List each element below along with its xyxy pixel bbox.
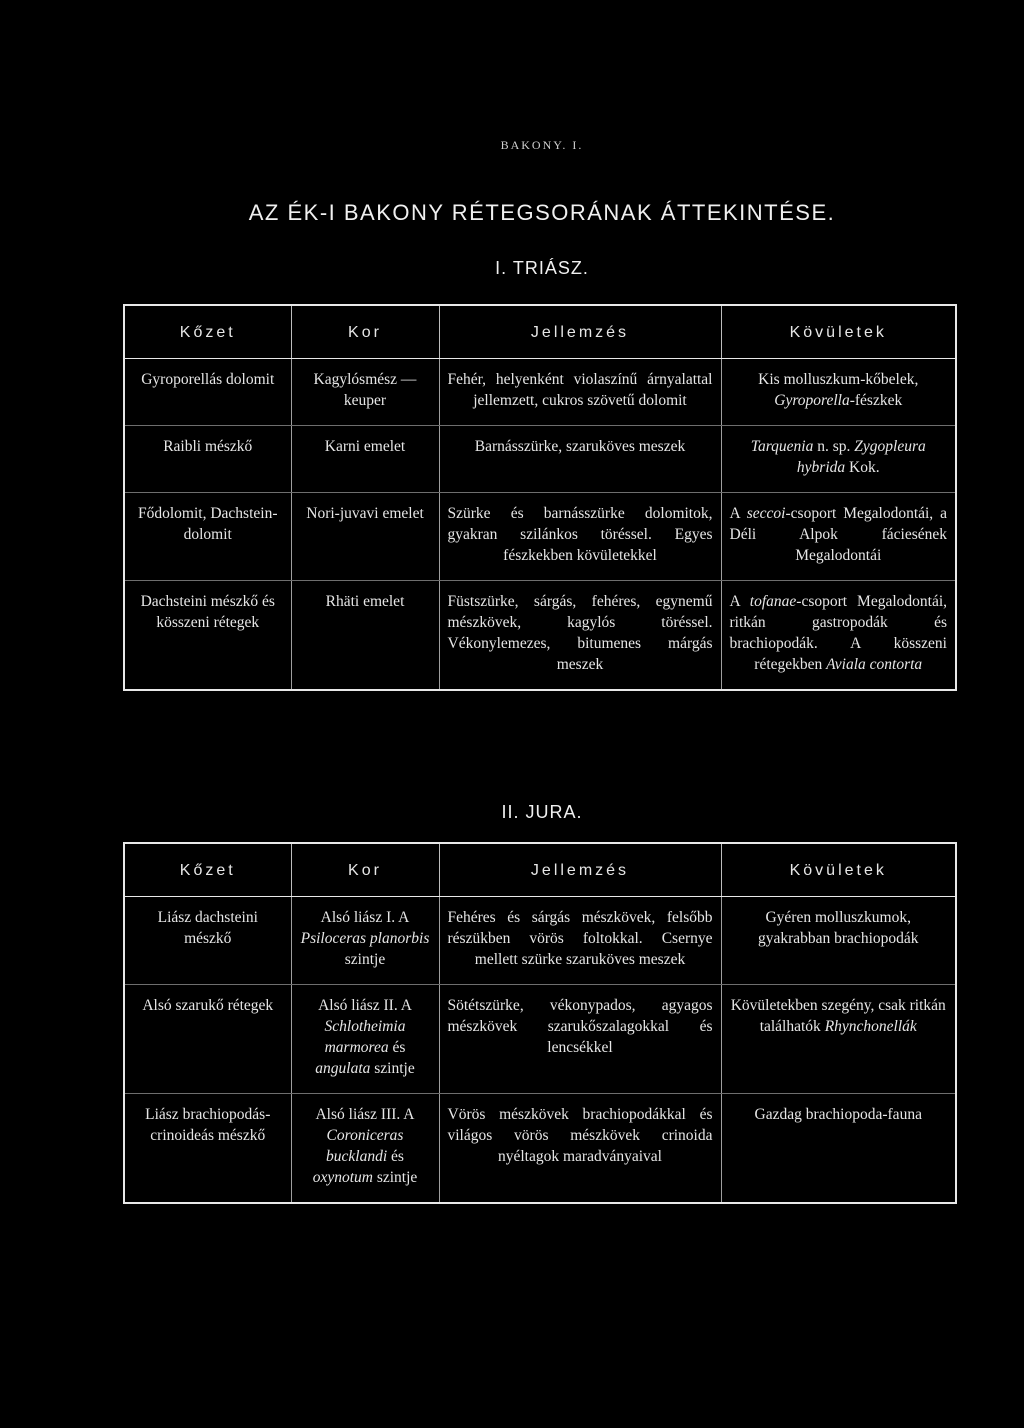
fossils-taxon: Zygopleura hybrida (796, 438, 926, 476)
fossils-cell (721, 359, 956, 426)
fossils-text: Gazdag brachiopoda-fauna (754, 1106, 922, 1123)
age-taxon: oxynotum (312, 1169, 373, 1186)
age-taxon: Psiloceras planorbis (300, 930, 430, 947)
column-header-kozet: Kőzet (124, 843, 291, 897)
running-head: BAKONY. I. (500, 138, 584, 152)
column-header-jellemzes: Jellemzés (439, 843, 721, 897)
table-header-row (124, 305, 956, 359)
age-text: Alsó liász II. A (318, 997, 412, 1014)
age-text: és (387, 1148, 404, 1165)
table-row (124, 897, 956, 985)
fossils-text: n. sp. (813, 438, 855, 455)
rock-cell: Liász brachiopodás-crinoideás mészkő (124, 1094, 291, 1204)
fossils-text: -fészkek (849, 392, 903, 409)
description-cell: Vörös mészkövek brachiopodákkal és világos vörös mészkövek crinoida nyéltagok maradványaival (439, 1094, 721, 1204)
age-text: Alsó liász I. A (320, 909, 410, 926)
fossils-taxon: Tarquenia (750, 438, 814, 455)
fossils-cell (721, 581, 956, 691)
table-header-row (124, 843, 956, 897)
fossils-text: -csoport Megalodontái, a Déli Alpok fáciesének Megalodontái (729, 505, 947, 564)
description-cell: Sötétszürke, vékonypados, agyagos mészkövek szarukőszalagokkal és lencsékkel (439, 985, 721, 1094)
description-cell: Füstszürke, sárgás, fehéres, egynemű mészkövek, kagylós töréssel. Vékonylemezes, bitumenes márgás meszek (439, 581, 721, 691)
age-text: Alsó liász III. A (315, 1106, 415, 1123)
age-taxon: Coroniceras bucklandi (326, 1127, 404, 1165)
rock-cell: Alsó szarukő rétegek (124, 985, 291, 1094)
age-text: szintje (372, 1169, 418, 1186)
fossils-taxon: Gyroporella (774, 392, 850, 409)
rock-cell: Liász dachsteini mészkő (124, 897, 291, 985)
age-taxon: angulata (315, 1060, 371, 1077)
description-cell: Barnásszürke, szaruköves meszek (439, 426, 721, 493)
age-cell: Nori-juvavi emelet (291, 493, 439, 581)
column-header-kovuletek: Kövületek (721, 843, 956, 897)
fossils-cell (721, 897, 956, 985)
fossils-text: A (729, 593, 750, 610)
age-cell: Rhäti emelet (291, 581, 439, 691)
rock-cell: Gyroporellás dolomit (124, 359, 291, 426)
column-header-kor: Kor (291, 305, 439, 359)
page-title: AZ ÉK-I BAKONY RÉTEGSORÁNAK ÁTTEKINTÉSE. (248, 200, 836, 225)
fossils-text: Kis molluszkum-kőbelek, (758, 371, 919, 388)
triasz-table (123, 304, 957, 691)
column-header-kozet: Kőzet (124, 305, 291, 359)
table-row (124, 1094, 956, 1204)
fossils-cell (721, 1094, 956, 1204)
age-cell: Kagylósmész — keuper (291, 359, 439, 426)
description-cell: Fehér, helyenként violaszínű árnyalattal jellemzett, cukros szövetű dolomit (439, 359, 721, 426)
table-row (124, 581, 956, 691)
section-title-jura: II. JURA. (501, 802, 583, 822)
rock-cell: Fődolomit, Dachstein-dolomit (124, 493, 291, 581)
table-row (124, 985, 956, 1094)
age-cell (291, 1094, 439, 1204)
age-text: és (388, 1039, 406, 1056)
section-title-triasz: I. TRIÁSZ. (495, 258, 589, 278)
fossils-taxon: tofanae (749, 593, 797, 610)
column-header-kor: Kor (291, 843, 439, 897)
table-row (124, 426, 956, 493)
description-cell: Fehéres és sárgás mészkövek, felsőbb részükben vörös foltokkal. Csernye mellett szürke szaruköves meszek (439, 897, 721, 985)
rock-cell: Raibli mészkő (124, 426, 291, 493)
jura-table (123, 842, 957, 1204)
column-header-kovuletek: Kövületek (721, 305, 956, 359)
age-cell (291, 897, 439, 985)
age-cell (291, 985, 439, 1094)
fossils-cell (721, 985, 956, 1094)
age-taxon: Schlotheimia marmorea (324, 1018, 406, 1056)
fossils-taxon: Rhynchonellák (824, 1018, 917, 1035)
fossils-text: Gyéren molluszkumok, gyakrabban brachiopodák (757, 909, 919, 947)
fossils-text: A (729, 505, 747, 522)
description-cell: Szürke és barnásszürke dolomitok, gyakran szilánkos töréssel. Egyes fészkekben kövületekkel (439, 493, 721, 581)
fossils-cell (721, 493, 956, 581)
table-row (124, 359, 956, 426)
fossils-author: Kok. (845, 459, 880, 476)
fossils-text: -csoport Megalodontái, ritkán gastropodák és brachiopodák. A kösszeni rétegekben (729, 593, 947, 673)
age-cell: Karni emelet (291, 426, 439, 493)
table-row (124, 493, 956, 581)
age-text: szintje (370, 1060, 415, 1077)
age-text: szintje (344, 951, 386, 968)
fossils-text: Kövületekben szegény, csak ritkán találhatók (730, 997, 946, 1035)
rock-cell: Dachsteini mészkő és kösszeni rétegek (124, 581, 291, 691)
column-header-jellemzes: Jellemzés (439, 305, 721, 359)
fossils-taxon: seccoi (746, 505, 786, 522)
fossils-cell (721, 426, 956, 493)
fossils-taxon: Aviala contorta (826, 656, 923, 673)
